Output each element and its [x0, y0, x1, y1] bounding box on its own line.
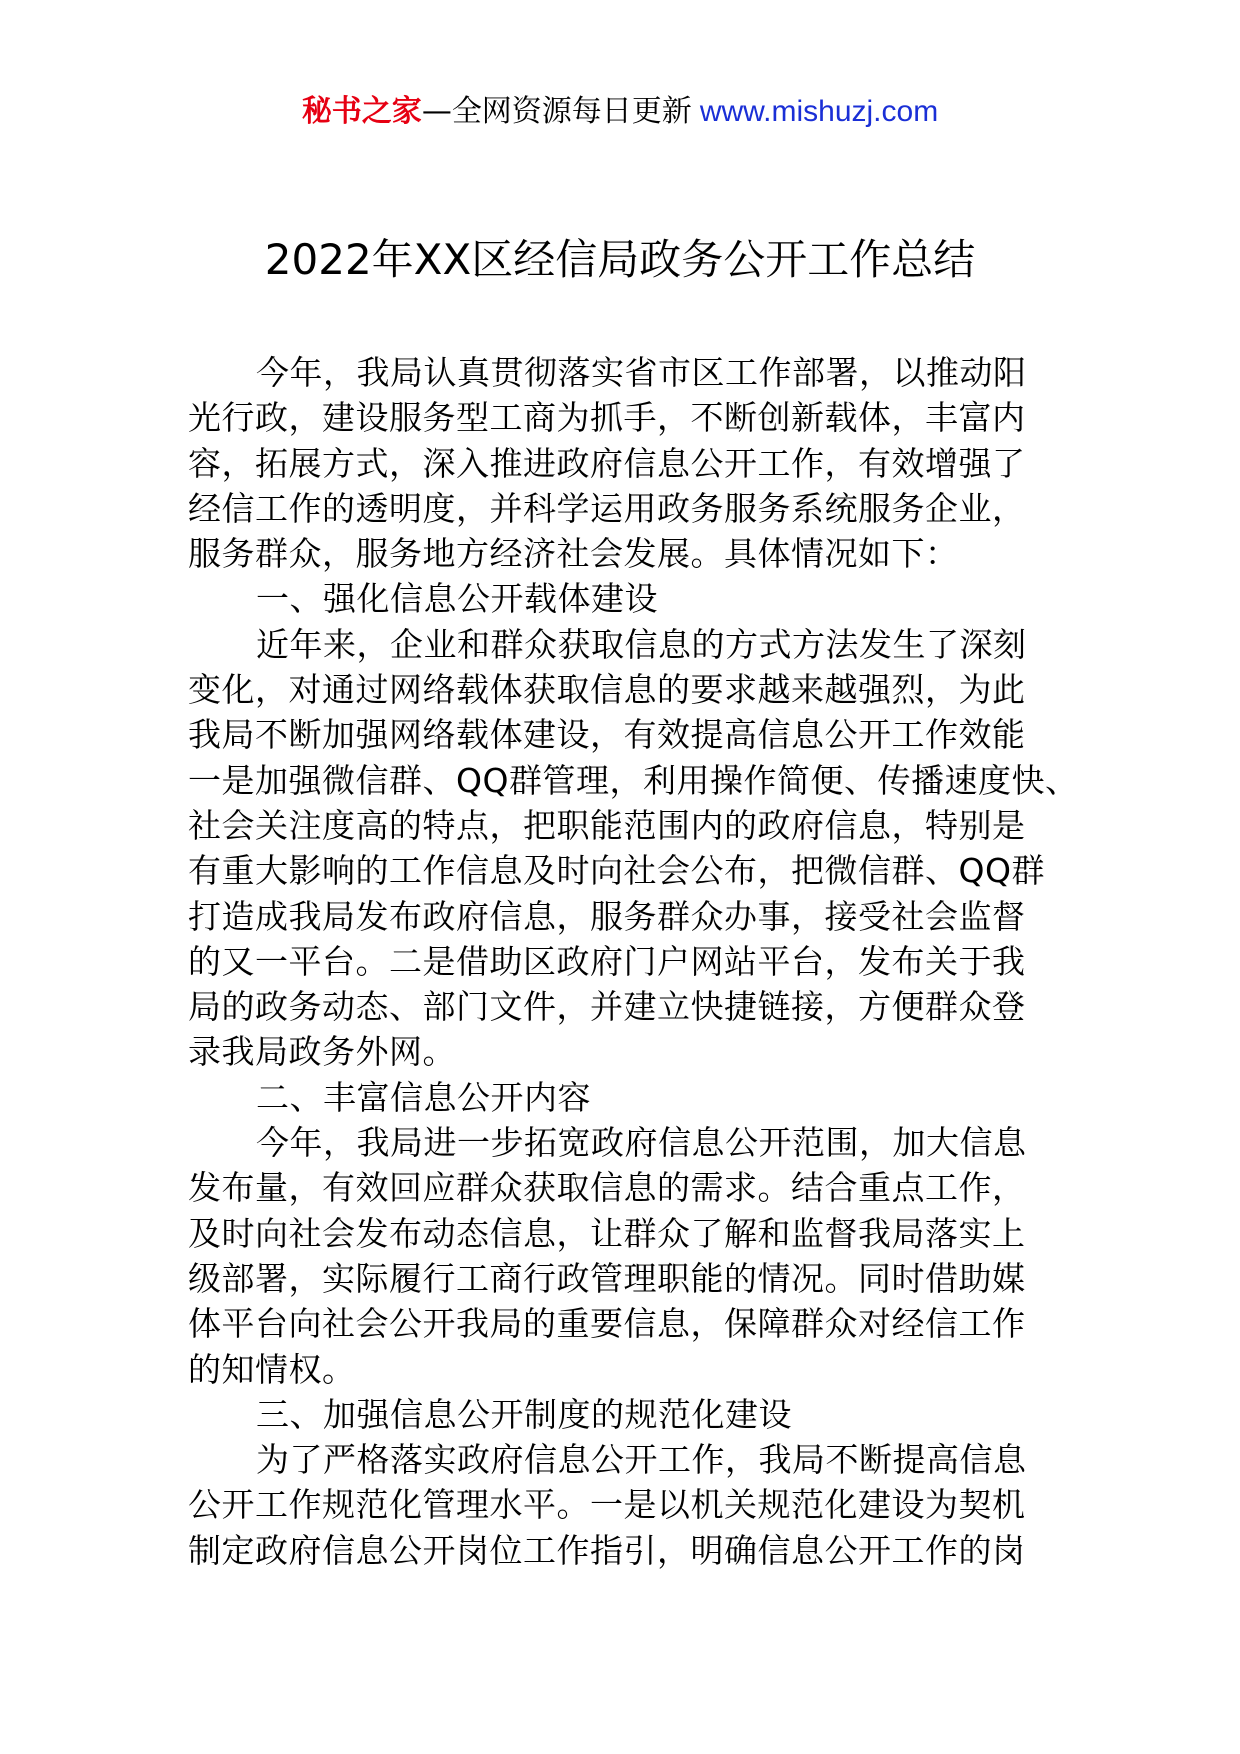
paragraph-line: 今年，我局进一步拓宽政府信息公开范围，加大信息 — [256, 1123, 1027, 1163]
site-url-link[interactable]: www.mishuzj.com — [699, 95, 939, 128]
paragraph-line: 局的政务动态、部门文件，并建立快捷链接，方便群众登 — [188, 987, 1026, 1027]
brand-name: 秘书之家 — [301, 94, 422, 129]
paragraph-line: 体平台向社会公开我局的重要信息，保障群众对经信工作 — [188, 1304, 1026, 1344]
paragraph-line: 光行政，建设服务型工商为抓手，不断创新载体，丰富内 — [188, 398, 1026, 438]
paragraph-line: 公开工作规范化管理水平。一是以机关规范化建设为契机 — [188, 1485, 1026, 1525]
paragraph-line: 一是加强微信群、QQ群管理，利用操作简便、传播速度快、 — [188, 760, 1079, 800]
paragraph-line: 制定政府信息公开岗位工作指引，明确信息公开工作的岗 — [188, 1530, 1026, 1570]
paragraph-line: 近年来，企业和群众获取信息的方式方法发生了深刻 — [256, 624, 1027, 664]
paragraph-line: 为了严格落实政府信息公开工作，我局不断提高信息 — [256, 1440, 1027, 1480]
paragraph-line: 今年，我局认真贯彻落实省市区工作部署，以推动阳 — [256, 353, 1027, 392]
site-header — [0, 92, 1240, 132]
section-heading: 二、丰富信息公开内容 — [256, 1077, 591, 1117]
paragraph-line: 打造成我局发布政府信息，服务群众办事，接受社会监督 — [188, 896, 1026, 936]
section-heading: 一、强化信息公开载体建设 — [256, 579, 658, 619]
paragraph-line: 级部署，实际履行工商行政管理职能的情况。同时借助媒 — [188, 1258, 1026, 1298]
section-heading: 三、加强信息公开制度的规范化建设 — [256, 1394, 792, 1434]
paragraph-line: 录我局政务外网。 — [188, 1032, 456, 1072]
paragraph-line: 及时向社会发布动态信息，让群众了解和监督我局落实上 — [188, 1213, 1026, 1253]
paragraph-line: 有重大影响的工作信息及时向社会公布，把微信群、QQ群 — [188, 851, 1045, 891]
paragraph-line: 我局不断加强网络载体建设，有效提高信息公开工作效能 — [188, 715, 1026, 755]
paragraph-line: 社会关注度高的特点，把职能范围内的政府信息，特别是 — [188, 805, 1026, 845]
paragraph-line: 的又一平台。二是借助区政府门户网站平台，发布关于我 — [188, 941, 1026, 981]
document-title: 2022年XX区经信局政务公开工作总结 — [264, 235, 976, 284]
paragraph-line: 服务群众，服务地方经济社会发展。具体情况如下： — [188, 534, 959, 574]
document-body — [188, 350, 1079, 1573]
header-slogan: —全网资源每日更新 — [421, 94, 692, 129]
paragraph-line: 容，拓展方式，深入推进政府信息公开工作，有效增强了 — [188, 443, 1026, 483]
paragraph-line: 发布量，有效回应群众获取信息的需求。结合重点工作， — [188, 1168, 1026, 1208]
paragraph-line: 经信工作的透明度，并科学运用政务服务系统服务企业， — [188, 488, 1026, 528]
paragraph-line: 变化，对通过网络载体获取信息的要求越来越强烈，为此 — [188, 670, 1026, 710]
paragraph-line: 的知情权。 — [188, 1349, 356, 1389]
